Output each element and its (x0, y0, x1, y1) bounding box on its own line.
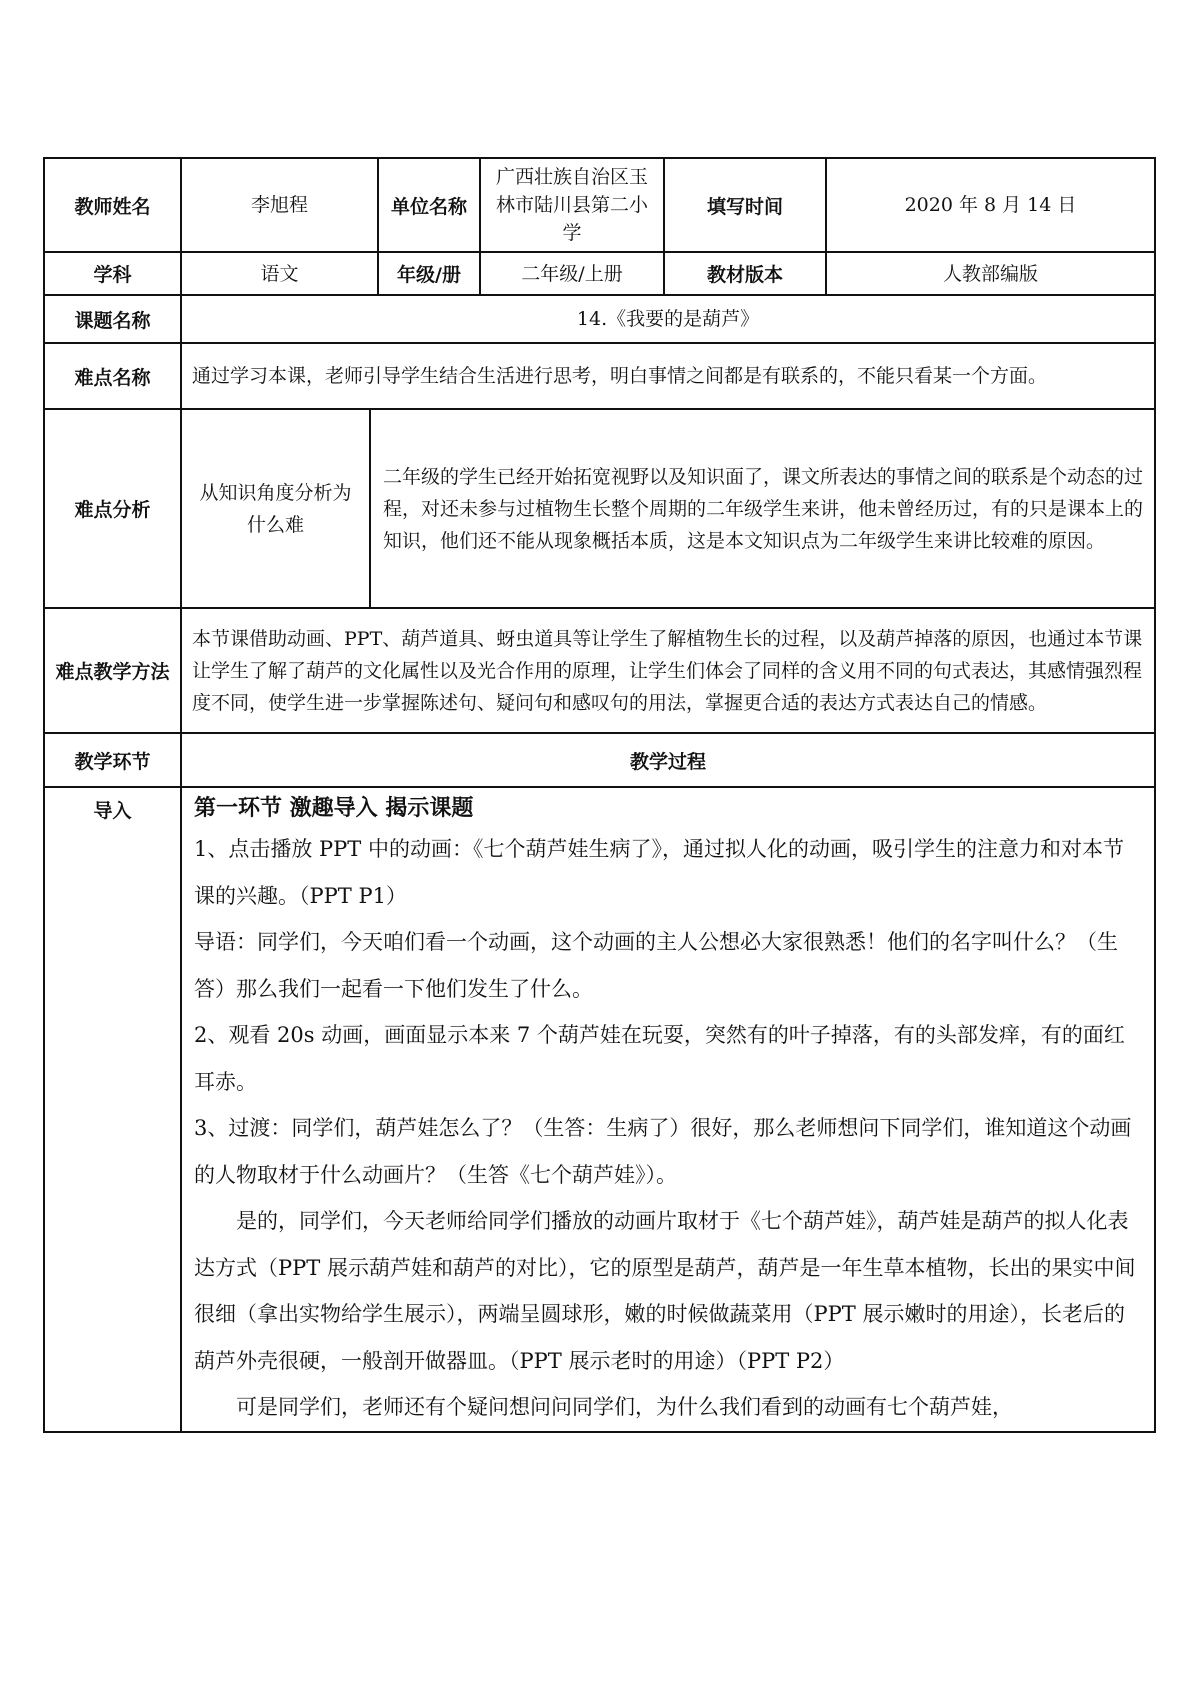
difficulty-name-label: 难点名称 (44, 343, 181, 409)
row-topic (44, 295, 1155, 343)
teaching-method-value: 本节课借助动画、PPT、葫芦道具、蚜虫道具等让学生了解植物生长的过程，以及葫芦掉落的原因，也通过本节课让学生了解了葫芦的文化属性以及光合作用的原理，让学生们体会了同样的含义用不同的句式表达，其感情强烈程度不同，使学生进一步掌握陈述句、疑问句和感叹句的用法，掌握更合适的表达方式表达自己的情感。 (181, 608, 1155, 733)
row-process-header (44, 733, 1155, 787)
analysis-value: 二年级的学生已经开始拓宽视野以及知识面了，课文所表达的事情之间的联系是个动态的过程，对还未参与过植物生长整个周期的二年级学生来讲，他未曾经历过，有的只是课本上的知识，他们还不能从现象概括本质，这是本文知识点为二年级学生来讲比较难的原因。 (383, 465, 1144, 552)
teacher-name-label: 教师姓名 (44, 158, 181, 252)
difficulty-analysis-inner (182, 410, 1154, 607)
row-subject-info (44, 252, 1155, 295)
subject-value: 语文 (181, 252, 378, 295)
unit-name-label: 单位名称 (378, 158, 480, 252)
teacher-name-value: 李旭程 (181, 158, 378, 252)
grade-label: 年级/册 (378, 252, 480, 295)
intro-paragraph-1: 1、点击播放 PPT 中的动画：《七个葫芦娃生病了》，通过拟人化的动画，吸引学生的注意力和对本节课的兴趣。（PPT P1） (194, 837, 1124, 908)
fill-time-label: 填写时间 (664, 158, 826, 252)
analysis-sub-label: 从知识角度分析为什么难 (182, 410, 370, 607)
intro-paragraph-4: 3、过渡：同学们，葫芦娃怎么了？（生答：生病了）很好，那么老师想问下同学们，谁知道这个动画的人物取材于什么动画片？（生答《七个葫芦娃》）。 (194, 1116, 1132, 1187)
intro-paragraph-6: 可是同学们，老师还有个疑问想问问同学们，为什么我们看到的动画有七个葫芦娃， (236, 1395, 1013, 1419)
subject-label: 学科 (44, 252, 181, 295)
stage-label: 教学环节 (44, 733, 181, 787)
row-teaching-method (44, 608, 1155, 733)
fill-time-value: 2020 年 8 月 14 日 (826, 158, 1155, 252)
difficulty-name-value: 通过学习本课，老师引导学生结合生活进行思考，明白事情之间都是有联系的，不能只看某一个方面。 (181, 343, 1155, 409)
intro-heading: 第一环节 激趣导入 揭示课题 (194, 796, 474, 821)
teaching-method-label: 难点教学方法 (44, 608, 181, 733)
edition-label: 教材版本 (664, 252, 826, 295)
intro-paragraph-5: 是的，同学们，今天老师给同学们播放的动画片取材于《七个葫芦娃》，葫芦娃是葫芦的拟人化表达方式（PPT 展示葫芦娃和葫芦的对比），它的原型是葫芦，葫芦是一年生草本植物，长出的果实中间很细（拿出实物给学生展示），两端呈圆球形，嫩的时候做蔬菜用（PPT 展示嫩时的用途），长老后的葫芦外壳很硬，一般剖开做器皿。（PPT 展示老时的用途）（PPT P2） (194, 1209, 1136, 1373)
process-label: 教学过程 (181, 733, 1155, 787)
intro-paragraph-2: 导语：同学们，今天咱们看一个动画，这个动画的主人公想必大家很熟悉！他们的名字叫什么？（生答）那么我们一起看一下他们发生了什么。 (194, 930, 1118, 1001)
difficulty-analysis-label: 难点分析 (44, 409, 181, 608)
unit-name-value: 广西壮族自治区玉林市陆川县第二小学 (480, 158, 664, 252)
lesson-plan-table (43, 157, 1156, 1433)
intro-process (181, 787, 1155, 1432)
row-intro (44, 787, 1155, 1432)
edition-value: 人教部编版 (826, 252, 1155, 295)
grade-value: 二年级/上册 (480, 252, 664, 295)
intro-label: 导入 (44, 787, 181, 1432)
row-teacher-info (44, 158, 1155, 252)
difficulty-analysis-container (181, 409, 1155, 608)
row-difficulty-name (44, 343, 1155, 409)
intro-paragraph-3: 2、观看 20s 动画，画面显示本来 7 个葫芦娃在玩耍，突然有的叶子掉落，有的头部发痒，有的面红耳赤。 (194, 1023, 1125, 1094)
topic-label: 课题名称 (44, 295, 181, 343)
topic-value: 14.《我要的是葫芦》 (181, 295, 1155, 343)
row-difficulty-analysis (44, 409, 1155, 608)
